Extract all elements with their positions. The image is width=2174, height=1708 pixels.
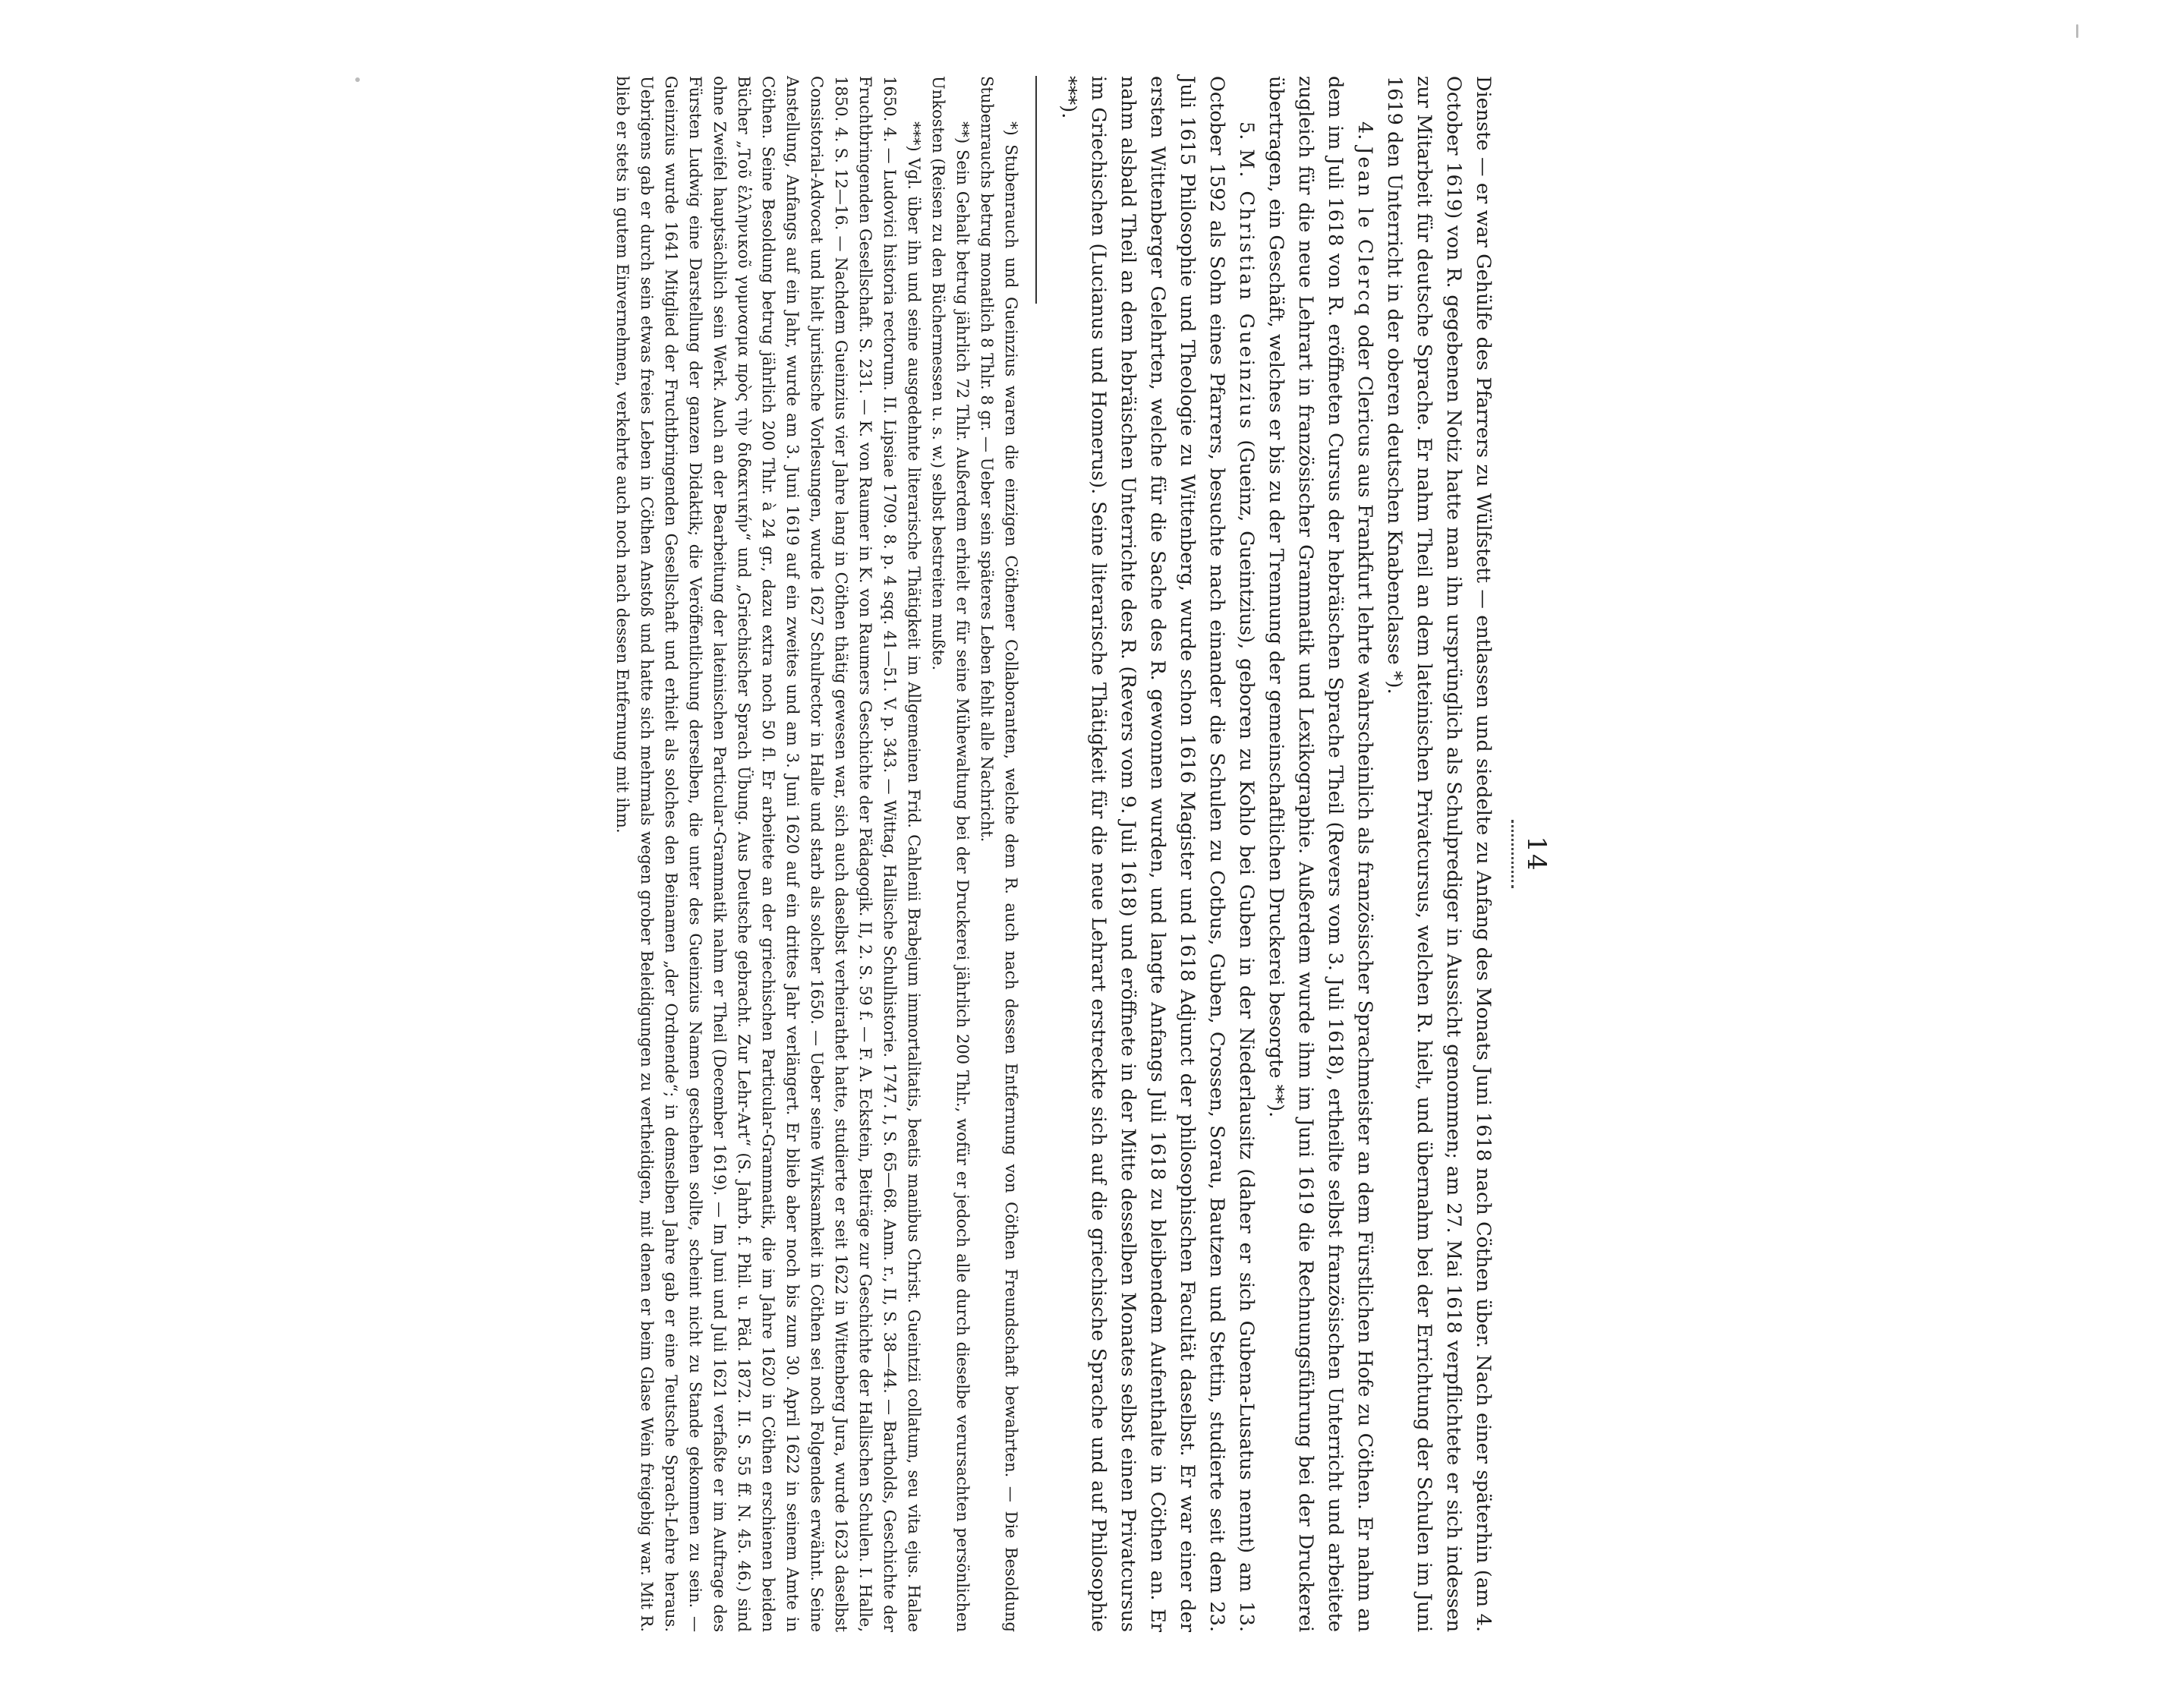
person-name: M. Christian Gueinzius [1235, 149, 1258, 431]
rotated-page-content [613, 53, 1558, 1655]
paragraph-stubenrauch-continued: Dienste — er war Gehülfe des Pfarrers zu Wülfstett — entlassen und siedelte zu Anfang des Monats Juni 1618 nach Cöthen über. Nach einer späterhin (am 4. October 1619) von R. gegebenen Notiz hatte man ihn ursprünglich als Schulprediger in Aussicht genommen; am 27. Mai 1618 verpflichtete er sich indessen zur Mitarbeit für deutsche Sprache. Er nahm Theil an dem lateinischen Privatcursus, welchen R. hielt, und übernahm bei der Errichtung der Schulen im Juni 1619 den Unterricht in der oberen deutschen Knabenclasse *). [1383, 76, 1495, 1632]
paragraph-gueinzius [1054, 76, 1261, 1632]
footnote-3: ***) Vgl. über ihn und seine ausgedehnte literarische Thätigkeit im Allgemeinen Frid. Cahlenii Brabejum immortalitatis, beatis manibus Christ. Gueintzii collatum, seu vita ejus. Halae 1650. 4. — Ludovici historia rectorum. II. Lipsiae 1709. 8. p. 4 sqq. 41—51. V. p. 343. — Wittag, Hallische Schulhistorie. 1747. I, S. 65—68. Anm. r., II, S. 38—44. — Bartholds, Geschichte der Fruchtbringenden Gesellschaft. S. 231. — K. von Raumer in K. von Raumers Geschichte der Pädagogik. II, 2. S. 59 f. — F. A. Eckstein, Beiträge zur Geschichte der Hallischen Schulen. I. Halle, 1850. 4. S. 12—16. — Nachdem Gueinzius vier Jahre lang in Cöthen thätig gewesen war, sich auch daselbst verheirathet hatte, studierte er seit 1622 in Wittenberg Jura, wurde 1623 daselbst Consistorial-Advocat und hielt juristische Vorlesungen, wurde 1627 Schulrector in Halle und starb als solcher 1650. — Ueber seine Wirksamkeit in Cöthen sei noch Folgendes erwähnt. Seine Anstellung, Anfangs auf ein Jahr, wurde am 3. Juni 1619 auf ein zweites und am 3. Juni 1620 auf ein drittes Jahr verlängert. Er blieb aber noch bis zum 30. April 1622 in seinem Amte in Cöthen. Seine Besoldung betrug jährlich 200 Thlr. à 24 gr., dazu extra noch 50 fl. Er arbeitete an der griechischen Particular-Grammatik, die im Jahre 1620 in Cöthen erschienen beiden Bücher „Τοῦ ἑλληνικοῦ γυμνασμα πρὸς τὴν διδακτικήν“ und „Griechischer Sprach Übung. Aus Deutsche gebracht. Zur Lehr-Art“ (S. Jahrb. f. Phil. u. Päd. 1872. II. S. 55 ff. N. 45. 46.) sind ohne Zweifel hauptsächlich sein Werk. Auch an der Bearbeitung der lateinischen Particular-Grammatik nahm er Theil (December 1619). — Im Juni und Juli 1621 verfaßte er im Auftrage des Fürsten Ludwig eine Darstellung der ganzen Didaktik; die Veröffentlichung derselben, die unter des Gueinzius Namen geschehen sollte, scheint nicht zu Stande gekommen zu sein. — Gueinzius wurde 1641 Mitglied der Fruchtbringenden Gesellschaft und erhielt als solches den Beinamen „der Ordnende“; in demselben Jahre gab er eine Teutsche Sprach-Lehre heraus. Uebrigens gab er durch sein etwas freies Leben in Cöthen Anstoß und hatte sich mehrmals wegen grober Beleidigungen zu vertheidigen, mit denen er beim Glase Wein freigebig war. Mit R. blieb er stets in gutem Einvernehmen, verkehrte auch noch nach dessen Entfernung mit ihm. [613, 76, 923, 1632]
footnote-1: *) Stubenrauch und Gueinzius waren die einzigen Cöthener Collaboranten, welche dem R. auch nach dessen Entfernung von Cöthen Freundschaft bewahrten. — Die Besoldung Stubenrauchs betrug monatlich 8 Thlr. 8 gr. — Ueber sein späteres Leben fehlt alle Nachricht. [978, 76, 1020, 1632]
footnotes [610, 76, 1023, 1632]
speck [355, 77, 360, 82]
item-number: 5. [1235, 121, 1258, 140]
page-sheet [613, 53, 1558, 1655]
main-text [1054, 76, 1498, 1632]
person-name: Jean le Clercq [1353, 147, 1376, 318]
footnote-divider [1035, 76, 1037, 304]
page-number: 14 [1521, 836, 1552, 872]
item-number: 4. [1353, 121, 1376, 140]
paragraph-le-clercq [1261, 76, 1379, 1632]
paragraph-text: oder Clericus aus Frankfurt lehrte wahrscheinlich als französischer Sprachmeister an dem Fürstlichen Hofe zu Cöthen. Er nahm an dem im Juli 1618 von R. eröffneten Cursus der hebräischen Sprache Theil (Revers vom 3. Juli 1618), ertheilte selbst französischen Unterricht und arbeitete zugleich für die neue Lehrart in französischer Grammatik und Lexikographie. Außerdem wurde ihm im Juni 1619 die Rechnungsführung bei der Druckerei übertragen, ein Geschäft, welches er bis zu der Trennung der gemeinschaftlichen Druckerei besorgte **). [1265, 76, 1376, 1633]
page-number-ornament [1511, 820, 1518, 888]
speck [2076, 24, 2078, 38]
paragraph-text: (Gueinz, Gueintzius), geboren zu Kohlo bei Guben in der Niederlausitz (daher er sich Gubena-Lusatus nennt) am 13. October 1592 als Sohn eines Pfarrers, besuchte nach einander die Schulen zu Cotbus, Guben, Crossen, Sorau, Bautzen und Stettin, studierte seit dem 23. Juli 1615 Philosophie und Theologie zu Wittenberg, wurde schon 1616 Magister und 1618 Adjunct der philosophischen Facultät daselbst. Er war einer der ersten Wittenberger Gelehrten, welche für die Sache des R. gewonnen wurden, und langte Anfangs Juli 1618 zu bleibendem Aufenthalte in Cöthen an. Er nahm alsbald Theil an dem hebräischen Unterrichte des R. (Revers vom 9. Juli 1618) und eröffnete in der Mitte desselben Monates selbst einen Privatcursus im Griechischen (Lucianus und Homerus). Seine literarische Thätigkeit für die neue Lehrart erstreckte sich auf die griechische Sprache und auf Philosophie ***). [1057, 76, 1258, 1632]
footnote-2: **) Sein Gehalt betrug jährlich 72 Thlr. Außerdem erhielt er für seine Mühewaltung bei der Druckerei jährlich 200 Thlr., wofür er jedoch alle durch dieselbe verursachten persönlichen Unkosten (Reisen zu den Büchermessen u. s. w.) selbst bestreiten mußte. [929, 76, 972, 1632]
